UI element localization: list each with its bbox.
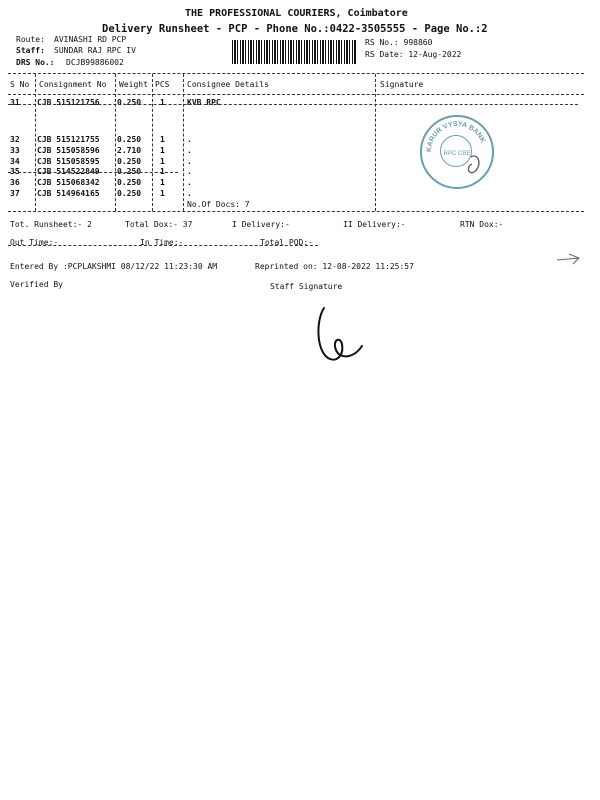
header-consignee: Consignee Details [187,80,269,89]
bank-stamp [420,115,494,189]
row-pcs: 1 [160,167,165,176]
row-details: . [187,189,192,198]
runsheet-title: Delivery Runsheet - PCP - Phone No.:0422-3505555 - Page No.:2 [102,23,488,35]
row-consignment: CJB 515121755 [37,135,100,144]
row-consignment: CJB 514964165 [37,189,100,198]
entered-by: Entered By :PCPLAKSHMI 08/12/22 11:23:30 AM [10,262,218,271]
row-pcs: 1 [160,178,165,187]
table-row [0,189,600,199]
tot-runsheet: Tot. Runsheet:- 2 [10,220,92,229]
row-weight: 2.710 [117,146,142,155]
row-sno: 36 [10,178,20,187]
ii-delivery: II Delivery:- [343,220,406,229]
table-row [0,178,600,188]
row-consignment: CJB 515121756 [37,98,100,107]
header-signature: Signature [380,80,424,89]
rs-number: RS No.: 998860 [365,38,433,47]
row-pcs: 1 [160,146,165,155]
stamp-ring-label: KARUR VYSYA BANK [425,120,487,153]
table-row [0,157,600,167]
header-sno: S No [10,80,30,89]
row-sno: 31 [10,98,20,107]
row-weight: 0.250 [117,157,142,166]
row-pcs: 1 [160,157,165,166]
row-consignment: CJB 514522849 [37,167,100,176]
drs-label: DRS No.: [16,58,55,67]
out-time: Out Time:- [10,238,59,247]
header-pcs: PCS [155,80,170,89]
row-sno: 32 [10,135,20,144]
row-pcs: 1 [160,189,165,198]
row-details: . [187,167,192,176]
row-pcs: 1 [160,135,165,144]
total-pod: Total POD:- [260,238,313,247]
row-sno: 34 [10,157,20,166]
route-value: AVINASHI RD PCP [54,35,127,44]
table-row [0,146,600,156]
row-details: . [187,146,192,155]
totals-rule [8,245,318,246]
row-weight: 0.250 [117,98,142,107]
table-row [0,98,600,108]
row-strike [8,104,578,105]
no-of-docs: No.Of Docs: 7 [187,200,250,209]
rs-date: RS Date: 12-Aug-2022 [365,50,462,59]
row-details: . [187,178,192,187]
row-consignment: CJB 515068342 [37,178,100,187]
pen-mark [555,250,585,270]
company-title: THE PROFESSIONAL COURIERS, Coimbatore [185,8,408,19]
table-row [0,135,600,145]
in-time: In Time:- [140,238,184,247]
row-sno: 35 [10,167,20,176]
row-pcs: 1 [160,98,165,107]
row-sno: 37 [10,189,20,198]
row-details: . [187,157,192,166]
route-label: Route: [16,35,45,44]
total-dox: Total Dox:- 37 [125,220,193,229]
row-weight: 0.250 [117,135,142,144]
row-weight: 0.250 [117,189,142,198]
row-details: . [187,135,192,144]
row-strike [8,172,178,173]
header-consignment: Consignment No [39,80,107,89]
row-details: KVB RPC [187,98,221,107]
table-bottom-rule [8,211,584,212]
staff-signature-mark [310,300,370,370]
staff-label: Staff: [16,46,45,55]
rtn-dox: RTN Dox:- [460,220,504,229]
table-header-rule [8,94,584,95]
drs-value: DCJB99886002 [66,58,124,67]
row-consignment: CJB 515058596 [37,146,100,155]
staff-value: SUNDAR RAJ RPC IV [54,46,136,55]
row-consignment: CJB 515058595 [37,157,100,166]
row-weight: 0.250 [117,167,142,176]
i-delivery: I Delivery:- [232,220,290,229]
stamp-inner-ring [440,135,472,167]
row-weight: 0.250 [117,178,142,187]
row-sno: 33 [10,146,20,155]
header-weight: Weight [119,80,148,89]
staff-signature-label: Staff Signature [270,282,343,291]
table-top-rule [8,73,584,74]
stamp-center-label: RPC CBE [443,151,471,157]
barcode [232,40,357,64]
reprinted-on: Reprinted on: 12-08-2022 11:25:57 [255,262,414,271]
verified-by: Verified By [10,280,63,289]
